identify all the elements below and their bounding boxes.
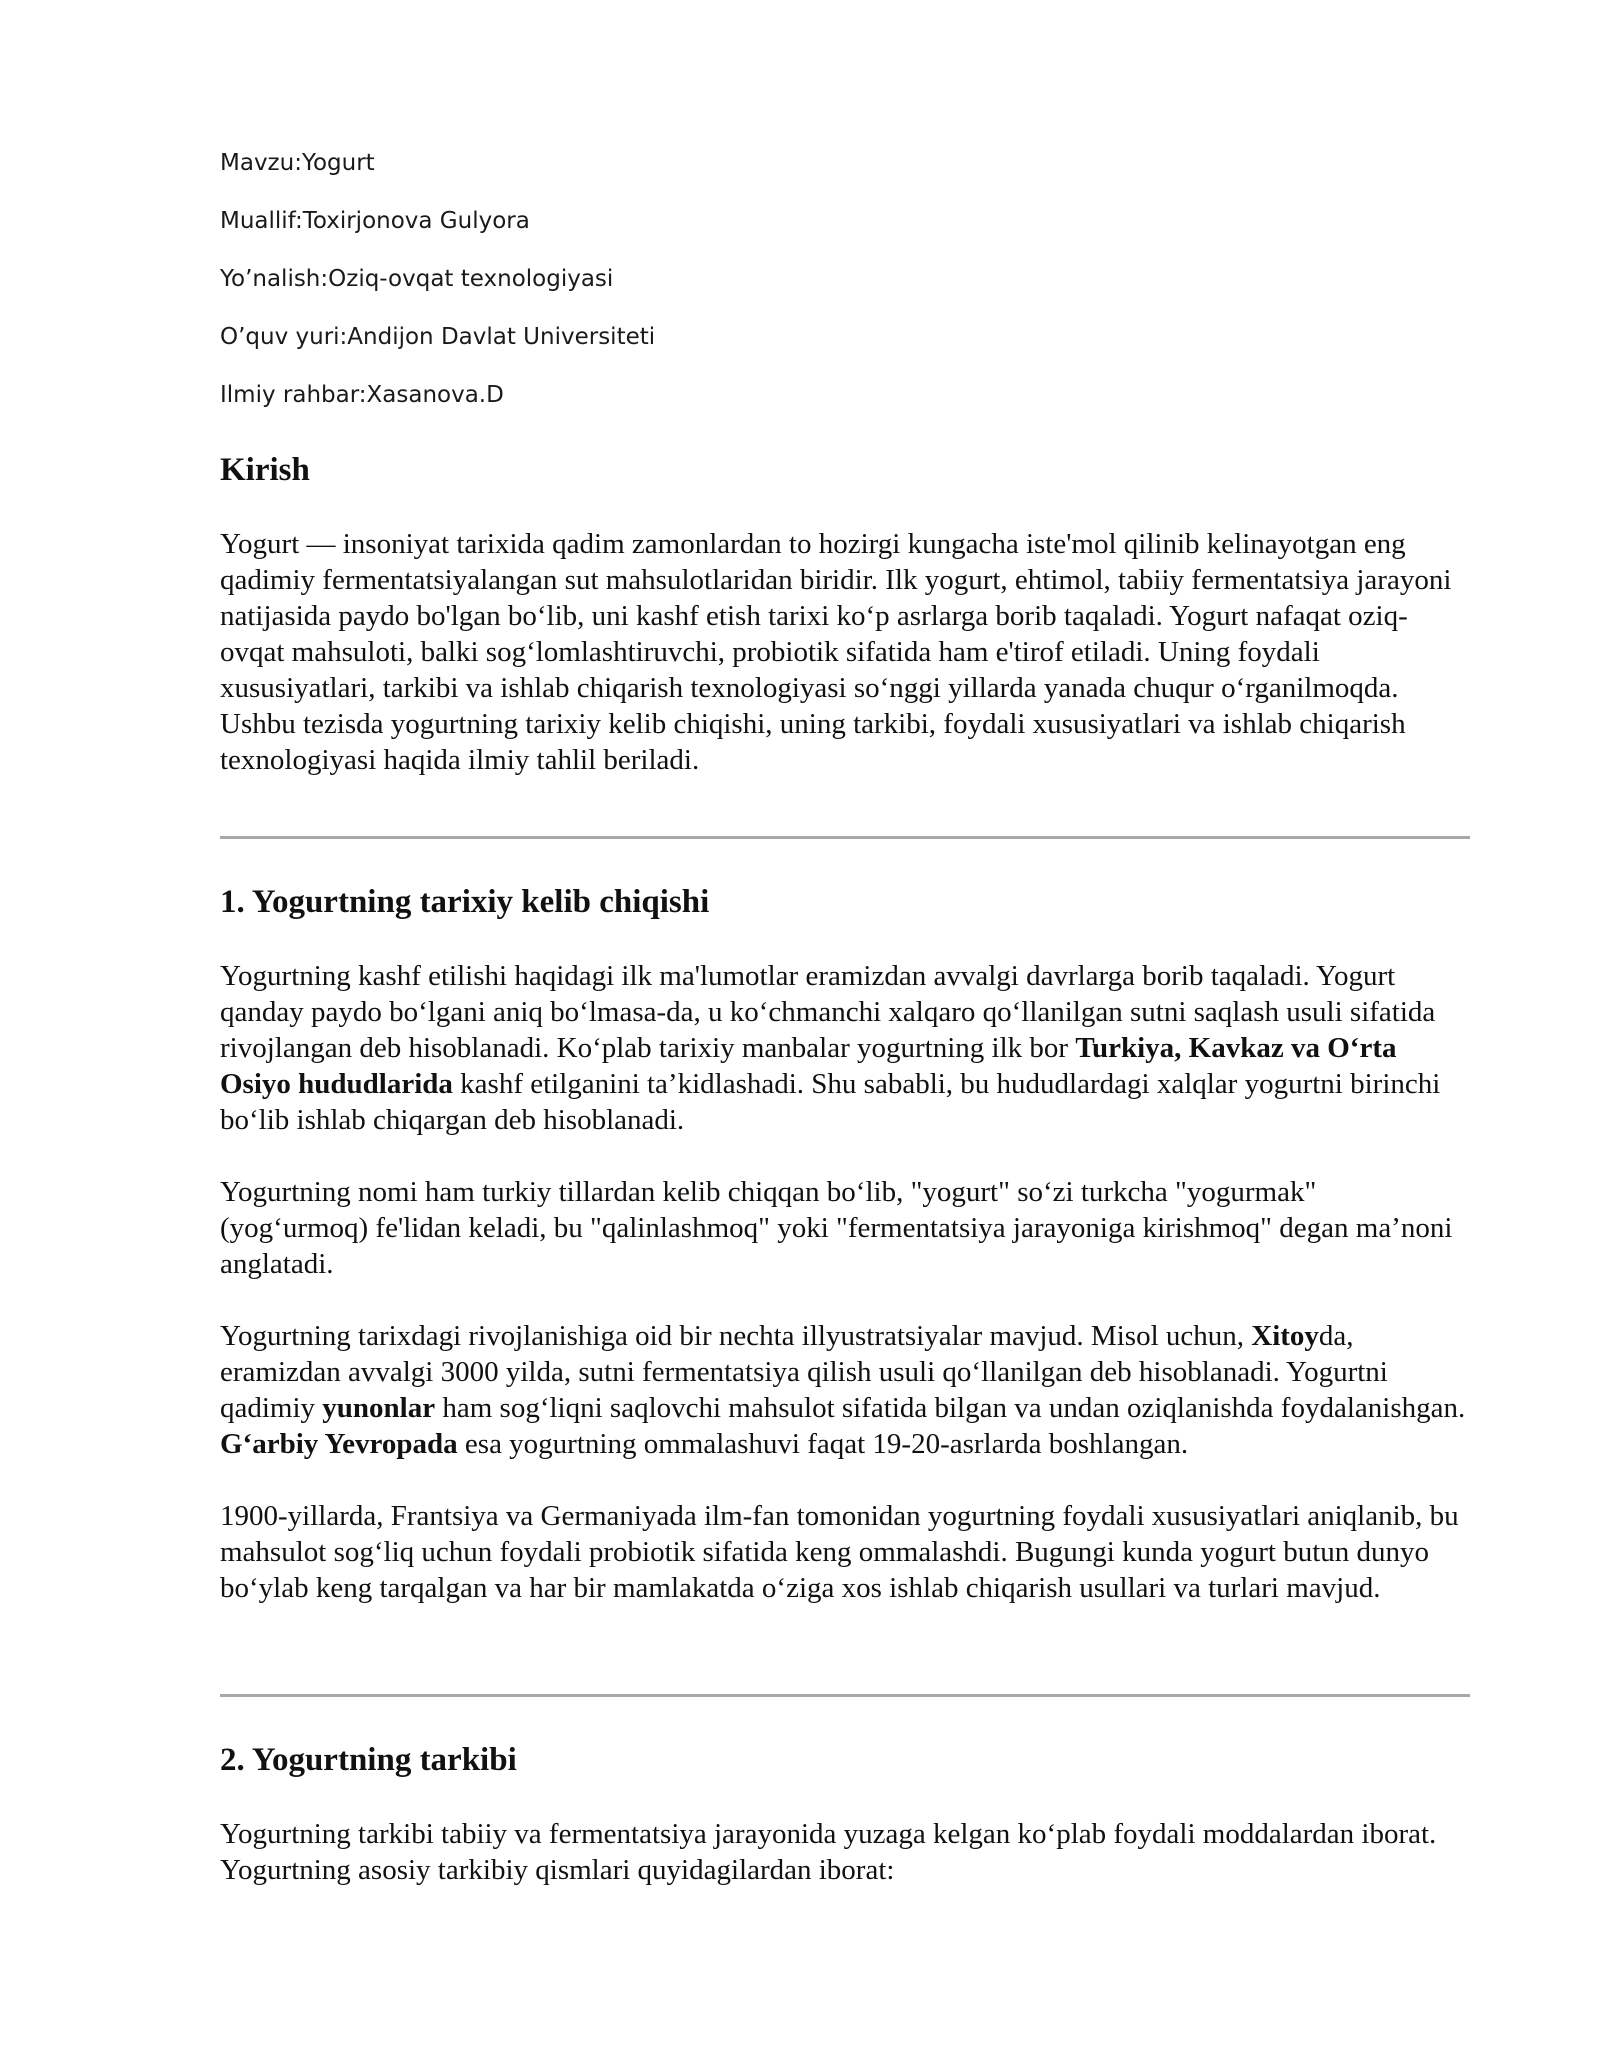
meta-direction: Yo’nalish:Oziq-ovqat texnologiyasi <box>220 266 614 292</box>
section2-paragraph-1: Yogurtning tarkibi tabiiy va fermentatsiya jarayonida yuzaga kelgan ko‘plab foydali moddalardan iborat. Yogurtning asosiy tarkibiy qismlari quyidagilardan iborat: <box>220 1818 1437 1886</box>
meta-institution: O’quv yuri:Andijon Davlat Universiteti <box>220 324 656 350</box>
meta-author: Muallif:Toxirjonova Gulyora <box>220 208 530 234</box>
section1-paragraph-2: Yogurtning nomi ham turkiy tillardan kelib chiqqan bo‘lib, "yogurt" so‘zi turkcha "yogurmak" (yog‘urmoq) fe'lidan keladi, bu "qalinlashmoq" yoki "fermentatsiya jarayoniga kirishmoq" degan ma’noni anglatadi. <box>220 1176 1453 1280</box>
section1-heading: 1. Yogurtning tarixiy kelib chiqishi <box>220 884 710 920</box>
meta-supervisor: Ilmiy rahbar:Xasanova.D <box>220 382 504 408</box>
section-divider <box>220 1694 1470 1697</box>
section2-heading: 2. Yogurtning tarkibi <box>220 1742 517 1778</box>
section-divider <box>220 836 1470 839</box>
intro-heading: Kirish <box>220 452 310 488</box>
section1-paragraph-4: 1900-yillarda, Frantsiya va Germaniyada ilm-fan tomonidan yogurtning foydali xususiyatlari aniqlanib, bu mahsulot sog‘liq uchun foydali probiotik sifatida keng ommalashdi. Bugungi kunda yogurt butun dunyo bo‘ylab keng tarqalgan va har bir mamlakatda o‘ziga xos ishlab chiqarish usullari va turlari mavjud. <box>220 1500 1459 1604</box>
section1-paragraph-1: Yogurtning kashf etilishi haqidagi ilk ma'lumotlar eramizdan avvalgi davrlarga borib taqaladi. Yogurt qanday paydo bo‘lgani aniq bo‘lmasa-da, u ko‘chmanchi xalqaro qo‘llanilgan sutni saqlash usuli sifatida rivojlangan deb hisoblanadi. Ko‘plab tarixiy manbalar yogurtning ilk bor Turkiya, Kavkaz va O‘rta Osiyo hududlarida kashf etilganini ta’kidlashadi. Shu sababli, bu hududlardagi xalqlar yogurtni birinchi bo‘lib ishlab chiqargan deb hisoblanadi. <box>220 960 1441 1136</box>
meta-topic: Mavzu:Yogurt <box>220 150 375 176</box>
section1-paragraph-3: Yogurtning tarixdagi rivojlanishiga oid bir nechta illyustratsiyalar mavjud. Misol uchun, Xitoyda, eramizdan avvalgi 3000 yilda, sutni fermentatsiya qilish usuli qo‘llanilgan deb hisoblanadi. Yogurtni qadimiy yunonlar ham sog‘liqni saqlovchi mahsulot sifatida bilgan va undan oziqlanishda foydalanishgan. G‘arbiy Yevropada esa yogurtning ommalashuvi faqat 19-20-asrlarda boshlangan. <box>220 1320 1466 1460</box>
intro-paragraph: Yogurt — insoniyat tarixida qadim zamonlardan to hozirgi kungacha iste'mol qilinib kelinayotgan eng qadimiy fermentatsiyalangan sut mahsulotlaridan biridir. Ilk yogurt, ehtimol, tabiiy fermentatsiya jarayoni natijasida paydo bo'lgan bo‘lib, uni kashf etish tarixi ko‘p asrlarga borib taqaladi. Yogurt nafaqat oziq-ovqat mahsuloti, balki sog‘lomlashtiruvchi, probiotik sifatida ham e'tirof etiladi. Uning foydali xususiyatlari, tarkibi va ishlab chiqarish texnologiyasi so‘nggi yillarda yanada chuqur o‘rganilmoqda. Ushbu tezisda yogurtning tarixiy kelib chiqishi, uning tarkibi, foydali xususiyatlari va ishlab chiqarish texnologiyasi haqida ilmiy tahlil beriladi. <box>220 528 1452 776</box>
